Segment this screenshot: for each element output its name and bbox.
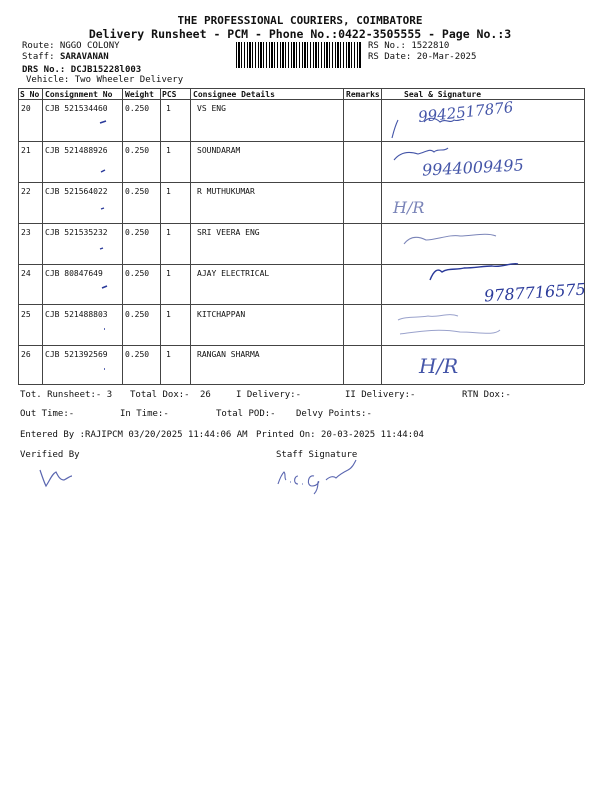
col-header-consignment: Consignment No	[45, 90, 113, 99]
cell-sno: 20	[21, 104, 31, 113]
cell-consignment: CJB 521392569	[45, 350, 108, 359]
total-dox-value: 26	[200, 390, 211, 400]
col-header-consignee: Consignee Details	[193, 90, 275, 99]
cell-sno: 22	[21, 187, 31, 196]
company-title: THE PROFESSIONAL COURIERS, COIMBATORE	[177, 14, 423, 27]
cell-weight: 0.250	[125, 269, 150, 278]
col-header-pcs: PCS	[162, 90, 177, 99]
rs-number: RS No.: 1522810	[368, 41, 450, 51]
cell-sno: 26	[21, 350, 31, 359]
cell-pcs: 1	[166, 310, 171, 319]
cell-pcs: 1	[166, 228, 171, 237]
entered-by: Entered By :RAJIPCM 03/20/2025 11:44:06 AM	[20, 430, 248, 440]
cell-sno: 23	[21, 228, 31, 237]
cell-sno: 21	[21, 146, 31, 155]
cell-consignment: CJB 80847649	[45, 269, 103, 278]
rs-date: RS Date: 20-Mar-2025	[368, 52, 477, 62]
cell-consignee: SOUNDARAM	[197, 146, 241, 155]
verified-by-signature	[36, 464, 76, 490]
cell-consignment: CJB 521535232	[45, 228, 108, 237]
total-pod: Total POD:-	[216, 409, 276, 419]
staff-signature-label: Staff Signature	[276, 450, 358, 460]
handwritten-phone: 9944009495	[421, 155, 525, 180]
col-header-weight: Weight	[125, 90, 154, 99]
ii-delivery: II Delivery:-	[345, 390, 416, 400]
handwritten-remark: H/R	[393, 198, 425, 217]
cell-weight: 0.250	[125, 104, 150, 113]
cell-pcs: 1	[166, 350, 171, 359]
drs-label: DRS No.:	[22, 65, 66, 75]
col-header-seal-signature: Seal & Signature	[404, 90, 482, 99]
route-label: Route: NGGO COLONY	[22, 41, 120, 51]
cell-sno: 25	[21, 310, 31, 319]
printed-on: Printed On: 20-03-2025 11:44:04	[256, 430, 424, 440]
cell-weight: 0.250	[125, 310, 150, 319]
out-time: Out Time:-	[20, 409, 75, 419]
staff-label: Staff:	[22, 52, 55, 62]
cell-pcs: 1	[166, 269, 171, 278]
cell-weight: 0.250	[125, 228, 150, 237]
cell-consignee: VS ENG	[197, 104, 226, 113]
runsheet-subtitle: Delivery Runsheet - PCM - Phone No.:0422-3505555 - Page No.:3	[88, 27, 512, 41]
handwritten-remark: H/R	[419, 354, 459, 378]
cell-consignee: R MUTHUKUMAR	[197, 187, 255, 196]
drs-number: DCJB15228l003	[70, 65, 142, 75]
handwritten-phone: 9787716575	[483, 279, 587, 306]
cell-sno: 24	[21, 269, 31, 278]
cell-consignment: CJB 521488926	[45, 146, 108, 155]
total-runsheet: Tot. Runsheet:- 3	[20, 390, 113, 400]
cell-weight: 0.250	[125, 187, 150, 196]
cell-consignee: SRI VEERA ENG	[197, 228, 260, 237]
i-delivery: I Delivery:-	[236, 390, 302, 400]
rtn-dox: RTN Dox:-	[462, 390, 511, 400]
cell-consignment: CJB 521564022	[45, 187, 108, 196]
cell-consignment: CJB 521488803	[45, 310, 108, 319]
cell-consignment: CJB 521534460	[45, 104, 108, 113]
cell-consignee: KITCHAPPAN	[197, 310, 246, 319]
total-dox-label: Total Dox:-	[130, 390, 190, 400]
cell-weight: 0.250	[125, 146, 150, 155]
staff-name: SARAVANAN	[59, 52, 109, 62]
cell-consignee: RANGAN SHARMA	[197, 350, 260, 359]
in-time: In Time:-	[120, 409, 169, 419]
col-header-remarks: Remarks	[346, 90, 380, 99]
cell-weight: 0.250	[125, 350, 150, 359]
cell-pcs: 1	[166, 187, 171, 196]
delivery-points: Delvy Points:-	[296, 409, 372, 419]
cell-pcs: 1	[166, 104, 171, 113]
staff-signature	[274, 462, 364, 492]
verified-by-label: Verified By	[20, 450, 80, 460]
cell-pcs: 1	[166, 146, 171, 155]
cell-consignee: AJAY ELECTRICAL	[197, 269, 270, 278]
vehicle-label: Vehicle: Two Wheeler Delivery	[26, 75, 184, 85]
col-header-sno: S No	[20, 90, 40, 99]
handwritten-phone: 9942517876	[417, 98, 515, 126]
